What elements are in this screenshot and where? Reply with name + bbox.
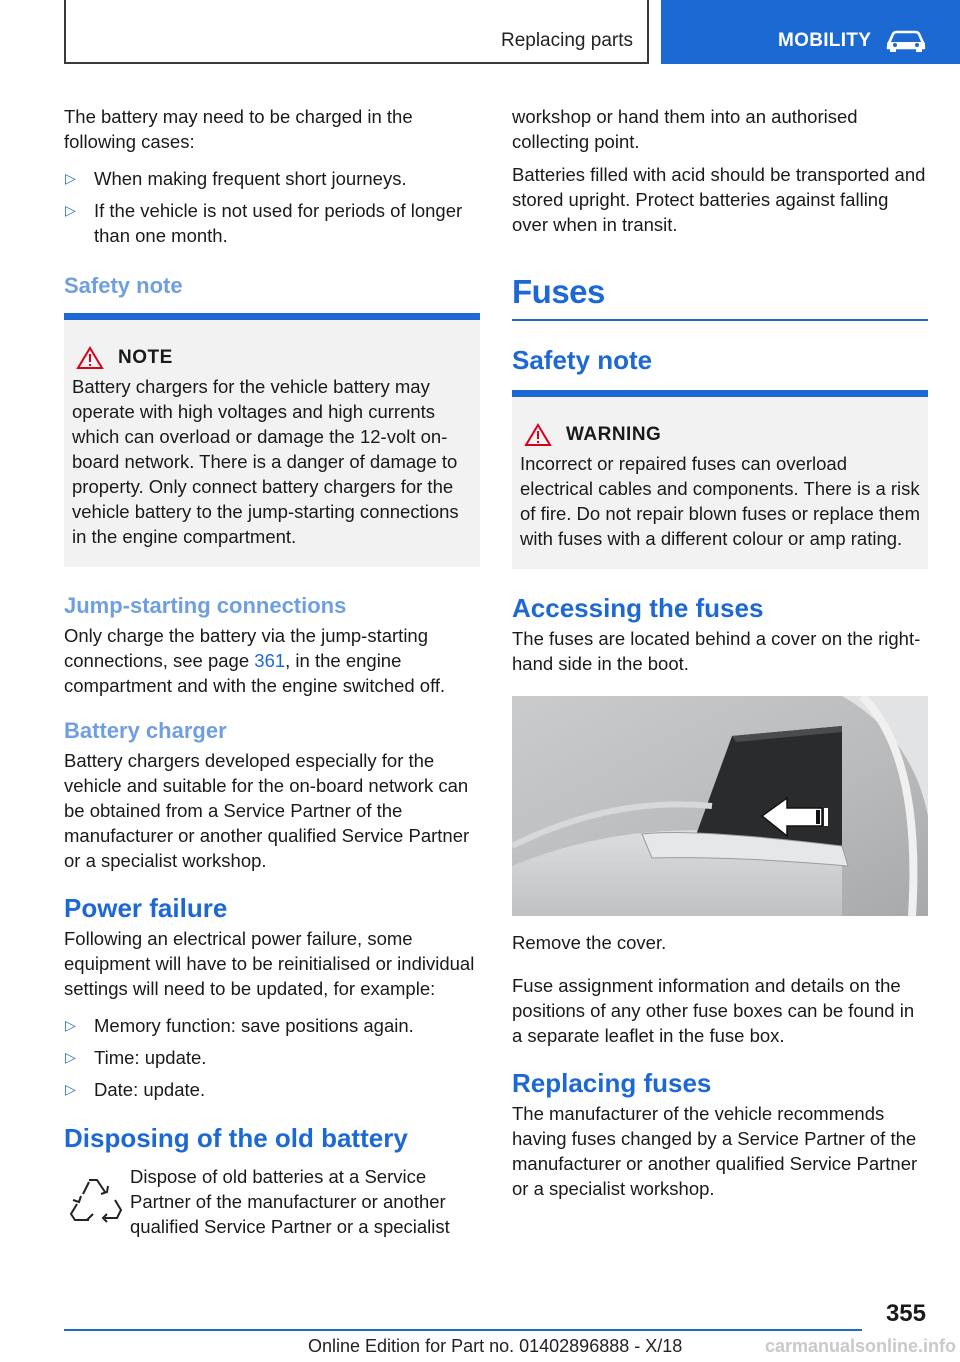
warning-box	[512, 390, 928, 569]
assign-text: Fuse assignment information and details on the positions of any other fuse boxes can be found in a separate leaflet in the fuse box.	[512, 975, 915, 1046]
warning-text: Incorrect or repaired fuses can overload electrical cables and components. There is a risk of fire. Do not repair blown fuses or replace them with fuses with a different colour or amp rating.	[520, 453, 920, 549]
intro-text: The battery may need to be charged in the following cases:	[64, 106, 413, 152]
replace-heading: Replacing fuses	[512, 1068, 712, 1098]
bullet-triangle-icon: ▷	[65, 1081, 76, 1097]
edition-text: Online Edition for Part no. 01402896888 - X/18	[308, 1336, 683, 1356]
warning-triangle-icon	[524, 423, 552, 447]
warning-triangle-icon	[76, 346, 104, 370]
fuses-heading: Fuses	[512, 273, 605, 310]
bullet-triangle-icon: ▷	[65, 1017, 76, 1033]
dispose-text: Dispose of old batteries at a Service Partner of the manufacturer or another qualified Service Partner or a specialist	[130, 1166, 450, 1237]
access-text: The fuses are located behind a cover on the right-hand side in the boot.	[512, 628, 921, 674]
dispose-heading: Disposing of the old battery	[64, 1123, 408, 1153]
right-column	[512, 104, 928, 1213]
footer-rule	[64, 1329, 862, 1331]
safety-heading: Safety note	[64, 273, 183, 298]
remove-text: Remove the cover.	[512, 932, 667, 953]
list-item: ▷ If the vehicle is not used for periods of longer than one month.	[65, 200, 463, 246]
left-column	[64, 104, 480, 1239]
watermark-text: carmanualsonline.info	[764, 1336, 956, 1356]
section-title: Replacing parts	[500, 30, 633, 51]
note-box	[64, 313, 480, 567]
charger-text: Battery chargers developed especially for the vehicle and suitable for the on-board network can be obtained from a Service Partner of the manufacturer or another qualified Service Partner or a specialist workshop.	[64, 750, 470, 871]
replace-text: The manufacturer of the vehicle recommends having fuses changed by a Service Partner of the manufacturer or another qualified Service Partner or a specialist workshop.	[512, 1103, 918, 1199]
page-link[interactable]: 361	[254, 650, 286, 671]
list-item: ▷ Date: update.	[65, 1079, 206, 1100]
jump-heading: Jump-starting connections	[64, 593, 347, 618]
access-heading: Accessing the fuses	[512, 593, 764, 623]
power-heading: Power failure	[64, 893, 228, 923]
chapter-label: MOBILITY	[778, 30, 872, 51]
bullet-triangle-icon: ▷	[65, 170, 76, 186]
recycle-icon	[64, 1174, 130, 1230]
safety-heading: Safety note	[512, 345, 653, 375]
warning-label: WARNING	[566, 424, 662, 445]
note-text: Battery chargers for the vehicle battery may operate with high voltages and high currents which can overload or damage the 12-volt on-board network. There is a danger of damage to property. Only connect battery chargers for the vehicle battery to the jump-starting connections in the engine compartment.	[72, 376, 459, 547]
bullet-triangle-icon: ▷	[65, 1049, 76, 1065]
header-section-box	[64, 0, 649, 64]
list-item: ▷ Time: update.	[65, 1047, 207, 1068]
power-text: Following an electrical power failure, some equipment will have to be reinitialised or individual settings will need to be updated, for example:	[64, 928, 475, 999]
list-item: ▷ Memory function: save positions again.	[65, 1015, 414, 1036]
bullet-triangle-icon: ▷	[65, 202, 76, 218]
note-label: NOTE	[118, 347, 173, 368]
jump-text: Only charge the battery via the jump-starting connections, see page 361, in the engine compartment and with the engine switched off.	[64, 625, 446, 696]
acid-text: Batteries filled with acid should be transported and stored upright. Protect batteries against falling over when in transit.	[512, 164, 926, 235]
charger-heading: Battery charger	[64, 718, 227, 743]
list-item: ▷ When making frequent short journeys.	[65, 168, 407, 189]
car-icon	[885, 30, 927, 52]
page-number: 355	[885, 1300, 926, 1327]
dispose-continued: workshop or hand them into an authorised collecting point.	[512, 106, 858, 152]
chapter-tab[interactable]	[661, 0, 960, 64]
fuse-cover-photo	[512, 696, 928, 916]
